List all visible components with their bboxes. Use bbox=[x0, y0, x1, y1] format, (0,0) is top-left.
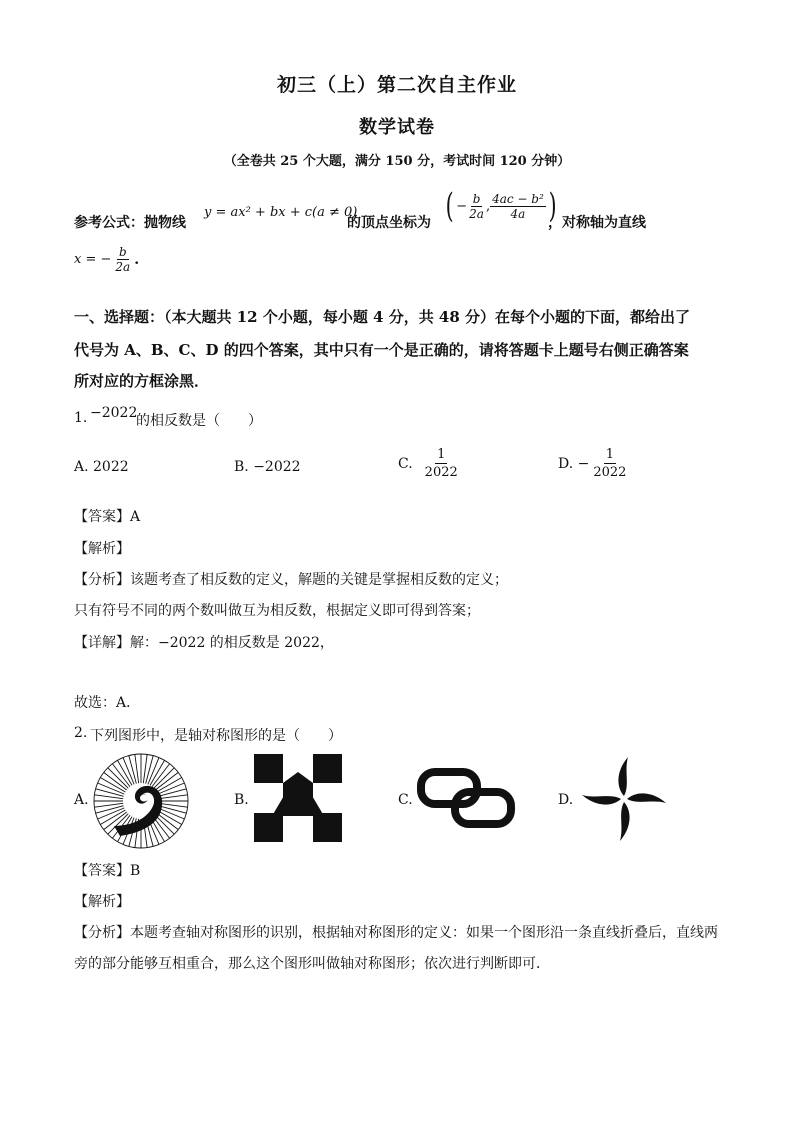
formula-suffix: ，对称轴为直线 bbox=[548, 215, 646, 231]
figure-c-chain-links bbox=[416, 766, 516, 830]
exam-note: （全卷共 25 个大题，满分 150 分，考试时间 120 分钟） bbox=[223, 154, 571, 169]
q2-option-b-label: B. bbox=[234, 792, 249, 808]
figure-d-pinwheel bbox=[578, 754, 670, 844]
symmetry-axis: x = − $\frac{b}{2a}$ . bbox=[74, 245, 140, 274]
parabola-equation: y = ax² + bx + c(a ≠ 0) bbox=[204, 205, 358, 220]
page-subtitle: 数学试卷 bbox=[359, 117, 435, 138]
section1-line3: 所对应的方框涂黑． bbox=[74, 372, 210, 390]
q1-analysis-head: 【解析】 bbox=[74, 541, 130, 557]
q1-text: 的相反数是（ ） bbox=[136, 413, 262, 429]
q1-option-d: D. − $\frac{1}{2022}$ bbox=[558, 447, 627, 480]
q2-option-c-label: C. bbox=[398, 792, 413, 808]
q2-number: 2. bbox=[74, 725, 88, 741]
formula-middle: 的顶点坐标为 bbox=[347, 215, 431, 231]
q1-detail: 【详解】解：−2022 的相反数是 2022， bbox=[74, 635, 334, 651]
q2-analysis-2: 旁的部分能够互相重合，那么这个图形叫做轴对称图形；依次进行判断即可． bbox=[74, 956, 550, 972]
q2-analysis-1: 【分析】本题考查轴对称图形的识别，根据轴对称图形的定义：如果一个图形沿一条直线折叠后，直线两 bbox=[74, 925, 718, 941]
q1-option-a: A. 2022 bbox=[74, 459, 129, 475]
section1-line1: 一、选择题：（本大题共 12 个小题，每小题 4 分，共 48 分）在每个小题的下面，都给出了 bbox=[74, 308, 691, 326]
q2-option-a-label: A. bbox=[74, 792, 89, 808]
q1-number: 1. bbox=[74, 410, 88, 426]
q2-option-d-label: D. bbox=[558, 792, 574, 808]
q1-analysis-1: 【分析】该题考查了相反数的定义，解题的关键是掌握相反数的定义； bbox=[74, 572, 508, 588]
q1-choose: 故选：A． bbox=[74, 695, 141, 711]
q2-answer: 【答案】B bbox=[74, 863, 141, 879]
q2-analysis-head: 【解析】 bbox=[74, 894, 130, 910]
figure-a-sunburst-spiral bbox=[92, 752, 190, 850]
q2-text: 下列图形中，是轴对称图形的是（ ） bbox=[90, 728, 342, 744]
q1-answer: 【答案】A bbox=[74, 509, 141, 525]
figure-b-checker-triangle bbox=[254, 754, 342, 842]
page-title: 初三（上）第二次自主作业 bbox=[276, 74, 517, 96]
section1-line2: 代号为 A、B、C、D 的四个答案，其中只有一个是正确的，请将答题卡上题号右侧正确答案 bbox=[74, 341, 689, 359]
vertex-coordinate: ( − $\frac{b}{2a}$ , $\frac{\text{4ac − b²}}{4a}$ ) bbox=[445, 186, 557, 226]
q1-option-c: C. $\frac{1}{2022}$ bbox=[398, 447, 458, 480]
q1-option-b: B. −2022 bbox=[234, 459, 301, 475]
q1-analysis-2: 只有符号不同的两个数叫做互为相反数，根据定义即可得到答案； bbox=[74, 603, 480, 619]
formula-prefix: 参考公式：抛物线 bbox=[74, 215, 186, 231]
q1-expression: −2022 bbox=[90, 405, 138, 421]
